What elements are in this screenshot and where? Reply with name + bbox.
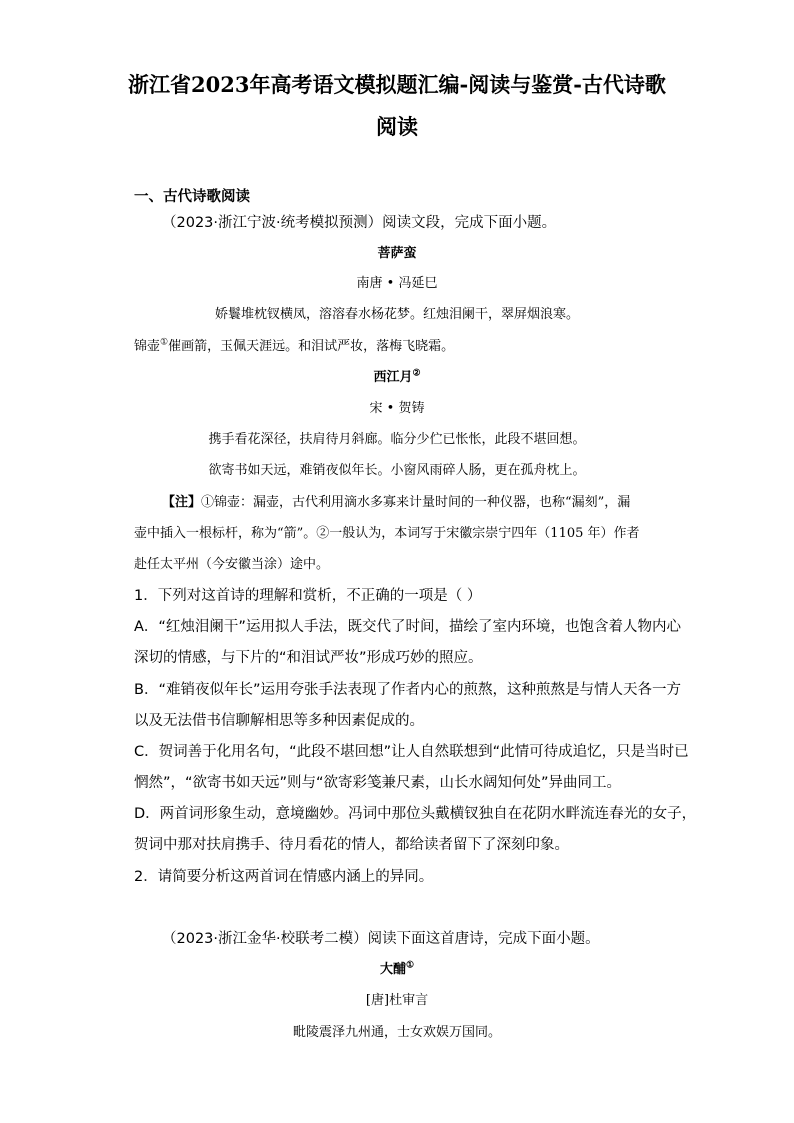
notes-line1 (162, 493, 630, 513)
question-2-stem: 2．请简要分析这两首词在情感内涵上的异同。 (134, 869, 434, 885)
section-heading: 一、古代诗歌阅读 (134, 189, 250, 205)
option-a-line2: 深切的情感，与下片的“和泪试严妆”形成巧妙的照应。 (134, 650, 483, 666)
notes-text1: ①锦壶：漏壶，古代利用滴水多寡来计量时间的一种仪器，也称“漏刻”，漏 (201, 495, 631, 510)
poem1-line2 (134, 337, 454, 357)
poem2-line1: 携手看花深径，扶肩待月斜廊。临分少伫已怅怅，此段不堪回想。 (208, 432, 586, 447)
passage2-intro: （2023·浙江金华·校联考二模）阅读下面这首唐诗，完成下面小题。 (162, 931, 600, 947)
footnote-mark-3: ① (405, 960, 415, 971)
option-d-line1: D．两首词形象生动，意境幽妙。冯词中那位头戴横钗独自在花阴水畔流连春光的女子， (134, 806, 697, 822)
option-c-line1: C．贺词善于化用名句，“此段不堪回想”让人自然联想到“此情可待成追忆，只是当时已 (134, 744, 689, 760)
notes-label: 【注】 (162, 495, 202, 510)
option-b-line1: B．“难销夜似年长”运用夸张手法表现了作者内心的煎熬，这种煎熬是与情人天各一方 (134, 682, 681, 698)
option-d-line2: 贺词中那对扶肩携手、待月看花的情人，都给读者留下了深刻印象。 (134, 837, 569, 853)
poem1-author: 南唐 • 冯延巳 (356, 276, 438, 291)
poem1-line2-prefix: 锦壶 (134, 339, 161, 354)
poem2-line2: 欲寄书如天远，难销夜似年长。小窗风雨碎人肠，更在孤舟枕上。 (208, 463, 586, 478)
passage-intro: （2023·浙江宁波·统考模拟预测）阅读文段，完成下面小题。 (162, 215, 557, 231)
option-b-line2: 以及无法借书信聊解相思等多种因素促成的。 (134, 713, 424, 729)
document-title-line1: 浙江省2023年高考语文模拟题汇编-阅读与鉴赏-古代诗歌 (128, 72, 666, 97)
notes-line2: 壶中插入一根标杆，称为“箭”。②一般认为，本词写于宋徽宗崇宁四年（1105 年）作者 (134, 526, 640, 541)
poem3-author: [唐]杜审言 (365, 993, 429, 1008)
document-title-line2: 阅读 (376, 114, 418, 139)
poem1-title: 菩萨蛮 (377, 246, 417, 261)
poem3-title (100, 960, 694, 980)
poem1-line1: 娇鬟堆枕钗横凤，溶溶春水杨花梦。红烛泪阑干，翠屏烟浪寒。 (214, 307, 579, 322)
option-a-line1: A．“红烛泪阑干”运用拟人手法，既交代了时间，描绘了室内环境，也饱含着人物内心 (134, 619, 681, 635)
poem3-line1: 毗陵震泽九州通，士女欢娱万国同。 (292, 1025, 501, 1040)
poem2-title-text: 西江月 (373, 370, 413, 385)
notes-line3: 赴任太平州（今安徽当涂）途中。 (134, 557, 330, 572)
poem2-author: 宋 • 贺铸 (369, 401, 425, 416)
option-c-line2: 惘然”，“欲寄书如天远”则与“欲寄彩笺兼尺素，山长水阔知何处”异曲同工。 (134, 775, 622, 791)
footnote-mark-2: ② (412, 368, 421, 379)
poem1-line2-rest: 催画箭，玉佩天涯远。和泪试严妆，落梅飞晓霜。 (168, 339, 455, 354)
footnote-mark-1: ① (160, 337, 169, 348)
poem3-title-text: 大酺 (379, 962, 406, 977)
poem2-title (100, 368, 694, 388)
question-1-stem: 1．下列对这首诗的理解和赏析，不正确的一项是（ ） (134, 588, 482, 604)
